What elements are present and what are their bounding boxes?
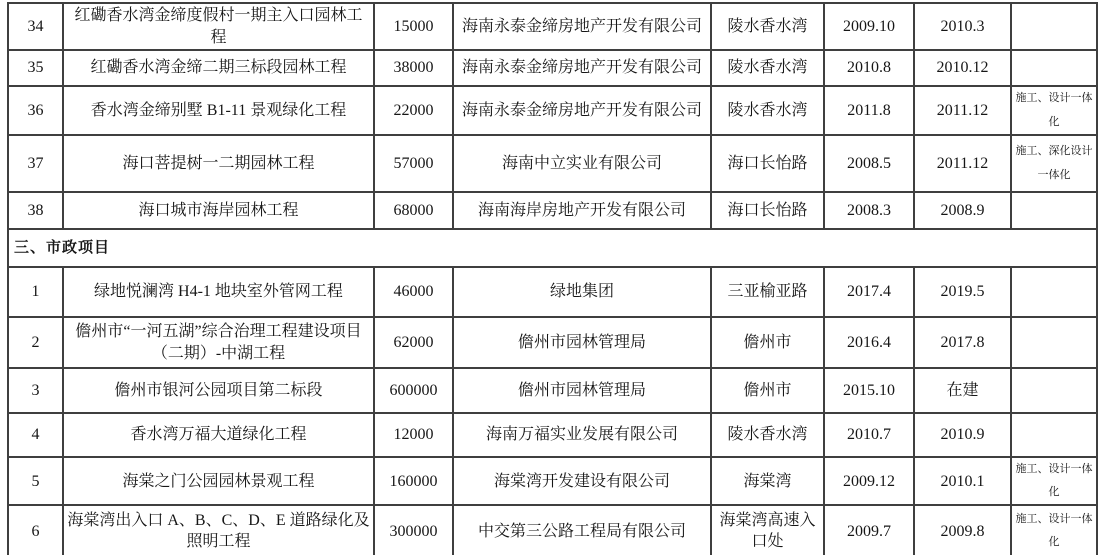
cell-seq-number: 5 [8, 457, 63, 505]
cell-project-location: 儋州市 [711, 368, 824, 413]
cell-seq-number: 38 [8, 192, 63, 229]
cell-start-date: 2015.10 [824, 368, 914, 413]
cell-seq-number: 36 [8, 86, 63, 135]
cell-start-date: 2010.8 [824, 50, 914, 86]
cell-project-name: 红磡香水湾金缔度假村一期主入口园林工程 [63, 3, 374, 50]
cell-owner-company: 儋州市园林管理局 [453, 317, 711, 368]
cell-remark [1011, 368, 1097, 413]
cell-end-date: 2011.12 [914, 135, 1011, 192]
section-header-row [8, 229, 1097, 267]
cell-remark [1011, 413, 1097, 457]
table-row [8, 368, 1097, 413]
table-row [8, 317, 1097, 368]
cell-project-name: 海口菩提树一二期园林工程 [63, 135, 374, 192]
table-row [8, 413, 1097, 457]
cell-project-location: 海口长怡路 [711, 135, 824, 192]
cell-project-name: 绿地悦澜湾 H4-1 地块室外管网工程 [63, 267, 374, 317]
cell-seq-number: 35 [8, 50, 63, 86]
cell-owner-company: 海南永泰金缔房地产开发有限公司 [453, 3, 711, 50]
cell-seq-number: 4 [8, 413, 63, 457]
table-row [8, 86, 1097, 135]
cell-contract-amount: 600000 [374, 368, 453, 413]
cell-end-date: 2017.8 [914, 317, 1011, 368]
municipal-projects-rows [8, 267, 1097, 555]
cell-project-name: 儋州市银河公园项目第二标段 [63, 368, 374, 413]
cell-contract-amount: 12000 [374, 413, 453, 457]
cell-project-location: 陵水香水湾 [711, 86, 824, 135]
cell-remark: 施工、设计一体化 [1011, 505, 1097, 555]
table-row [8, 192, 1097, 229]
garden-projects-rows [8, 3, 1097, 229]
cell-remark [1011, 267, 1097, 317]
section-title: 三、市政项目 [8, 229, 1097, 267]
cell-remark [1011, 3, 1097, 50]
section-header-body [8, 229, 1097, 267]
cell-seq-number: 34 [8, 3, 63, 50]
cell-seq-number: 2 [8, 317, 63, 368]
cell-project-name: 香水湾万福大道绿化工程 [63, 413, 374, 457]
cell-contract-amount: 62000 [374, 317, 453, 368]
cell-contract-amount: 160000 [374, 457, 453, 505]
cell-remark [1011, 50, 1097, 86]
cell-start-date: 2008.3 [824, 192, 914, 229]
cell-owner-company: 海南永泰金缔房地产开发有限公司 [453, 50, 711, 86]
cell-end-date: 2010.1 [914, 457, 1011, 505]
cell-remark [1011, 192, 1097, 229]
cell-end-date: 2010.3 [914, 3, 1011, 50]
cell-contract-amount: 68000 [374, 192, 453, 229]
cell-start-date: 2009.10 [824, 3, 914, 50]
projects-table [7, 2, 1098, 555]
cell-project-location: 儋州市 [711, 317, 824, 368]
cell-end-date: 2010.12 [914, 50, 1011, 86]
cell-project-location: 陵水香水湾 [711, 413, 824, 457]
table-row [8, 3, 1097, 50]
cell-start-date: 2011.8 [824, 86, 914, 135]
cell-project-location: 海棠湾高速入口处 [711, 505, 824, 555]
cell-end-date: 2010.9 [914, 413, 1011, 457]
cell-contract-amount: 38000 [374, 50, 453, 86]
cell-start-date: 2010.7 [824, 413, 914, 457]
cell-end-date: 2009.8 [914, 505, 1011, 555]
cell-owner-company: 儋州市园林管理局 [453, 368, 711, 413]
cell-seq-number: 37 [8, 135, 63, 192]
cell-project-location: 陵水香水湾 [711, 3, 824, 50]
cell-project-name: 红磡香水湾金缔二期三标段园林工程 [63, 50, 374, 86]
cell-end-date: 2019.5 [914, 267, 1011, 317]
cell-owner-company: 绿地集团 [453, 267, 711, 317]
cell-start-date: 2008.5 [824, 135, 914, 192]
cell-contract-amount: 57000 [374, 135, 453, 192]
table-row [8, 135, 1097, 192]
cell-contract-amount: 15000 [374, 3, 453, 50]
cell-remark: 施工、深化设计一体化 [1011, 135, 1097, 192]
cell-seq-number: 6 [8, 505, 63, 555]
cell-project-name: 海口城市海岸园林工程 [63, 192, 374, 229]
cell-start-date: 2009.12 [824, 457, 914, 505]
cell-owner-company: 海南海岸房地产开发有限公司 [453, 192, 711, 229]
cell-owner-company: 海南中立实业有限公司 [453, 135, 711, 192]
cell-project-name: 香水湾金缔别墅 B1-11 景观绿化工程 [63, 86, 374, 135]
cell-remark: 施工、设计一体化 [1011, 86, 1097, 135]
cell-contract-amount: 22000 [374, 86, 453, 135]
cell-start-date: 2017.4 [824, 267, 914, 317]
cell-project-name: 海棠之门公园园林景观工程 [63, 457, 374, 505]
cell-owner-company: 中交第三公路工程局有限公司 [453, 505, 711, 555]
cell-contract-amount: 46000 [374, 267, 453, 317]
cell-remark: 施工、设计一体化 [1011, 457, 1097, 505]
table-row [8, 267, 1097, 317]
cell-end-date: 在建 [914, 368, 1011, 413]
cell-remark [1011, 317, 1097, 368]
cell-project-name: 儋州市“一河五湖”综合治理工程建设项目（二期）-中湖工程 [63, 317, 374, 368]
cell-project-location: 海棠湾 [711, 457, 824, 505]
cell-owner-company: 海南永泰金缔房地产开发有限公司 [453, 86, 711, 135]
cell-start-date: 2009.7 [824, 505, 914, 555]
cell-seq-number: 3 [8, 368, 63, 413]
cell-project-name: 海棠湾出入口 A、B、C、D、E 道路绿化及照明工程 [63, 505, 374, 555]
table-row [8, 50, 1097, 86]
cell-seq-number: 1 [8, 267, 63, 317]
table-row [8, 457, 1097, 505]
cell-end-date: 2008.9 [914, 192, 1011, 229]
cell-end-date: 2011.12 [914, 86, 1011, 135]
table-row [8, 505, 1097, 555]
cell-project-location: 陵水香水湾 [711, 50, 824, 86]
cell-project-location: 三亚榆亚路 [711, 267, 824, 317]
cell-start-date: 2016.4 [824, 317, 914, 368]
cell-owner-company: 海棠湾开发建设有限公司 [453, 457, 711, 505]
cell-project-location: 海口长怡路 [711, 192, 824, 229]
cell-contract-amount: 300000 [374, 505, 453, 555]
cell-owner-company: 海南万福实业发展有限公司 [453, 413, 711, 457]
